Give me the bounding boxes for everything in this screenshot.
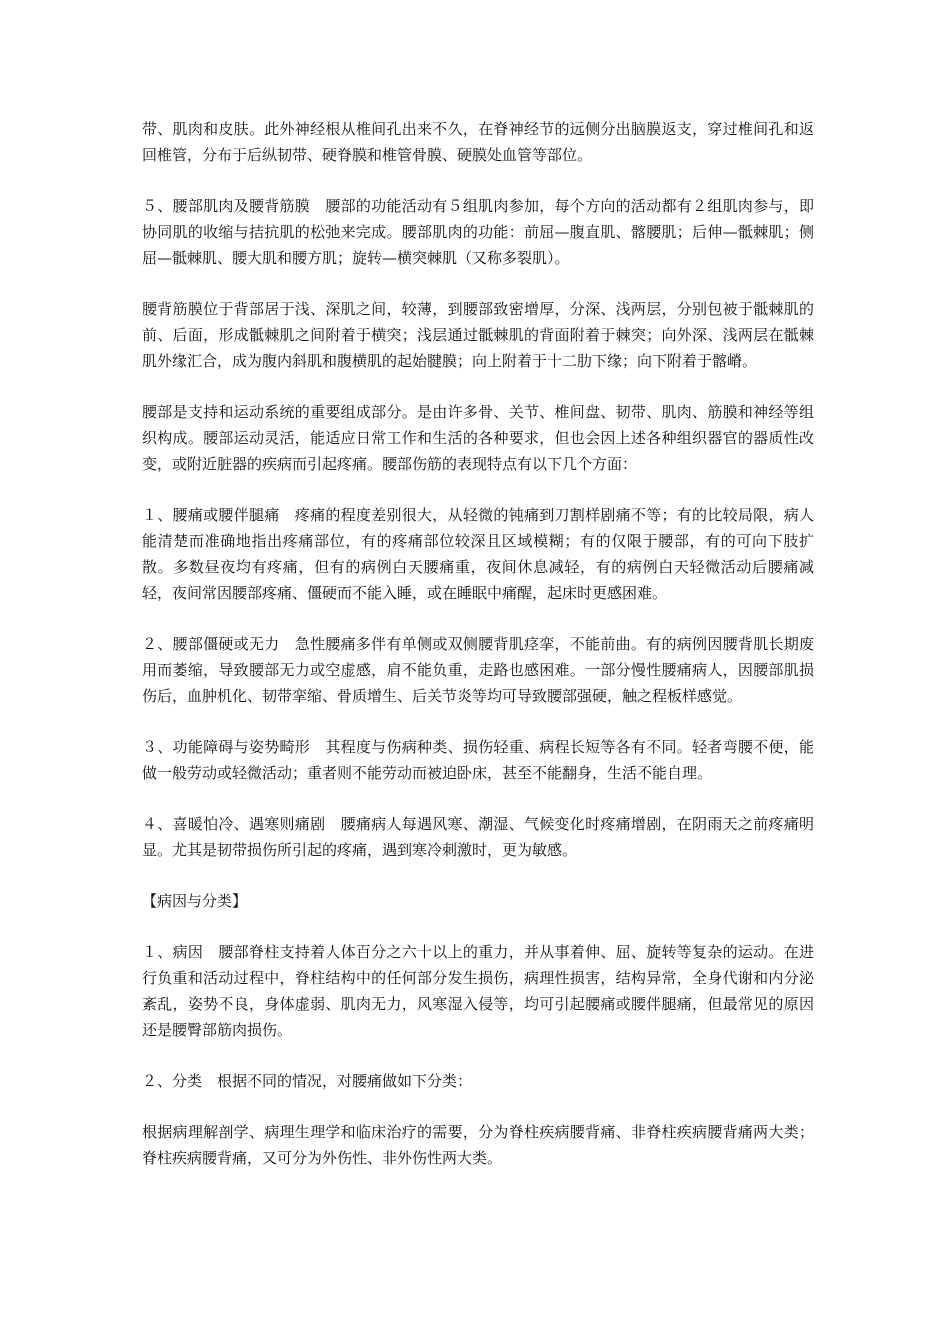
paragraph-symptom-cold: ４、喜暖怕冷、遇寒则痛剧 腰痛病人每遇风寒、潮湿、气候变化时疼痛增剧，在阴雨天之前疼痛明显。尤其是韧带损伤所引起的疼痛，遇到寒冷刺激时，更为敏感。 [142, 815, 814, 859]
paragraph-nerve-root: 带、肌肉和皮肤。此外神经根从椎间孔出来不久，在脊神经节的远侧分出脑膜返支，穿过椎间孔和返回椎管，分布于后纵韧带、硬脊膜和椎管骨膜、硬膜处血管等部位。 [142, 120, 814, 164]
paragraph-lumbar-overview: 腰部是支持和运动系统的重要组成部分。是由许多骨、关节、椎间盘、韧带、肌肉、筋膜和神经等组织构成。腰部运动灵活，能适应日常工作和生活的各种要求，但也会因上述各种组织器官的器质性改变，或附近脏器的疾病而引起疼痛。腰部伤筋的表现特点有以下几个方面： [142, 403, 814, 473]
paragraph-symptom-pain: １、腰痛或腰伴腿痛 疼痛的程度差别很大，从轻微的钝痛到刀割样剧痛不等；有的比较局限，病人能清楚而准确地指出疼痛部位，有的疼痛部位较深且区域模糊；有的仅限于腰部，有的可向下肢扩散。多数昼夜均有疼痛，但有的病例白天腰痛重，夜间休息减轻，有的病例白天轻微活动后腰痛减轻，夜间常因腰部疼痛、僵硬而不能入睡，或在睡眠中痛醒，起床时更感困难。 [142, 506, 814, 602]
paragraph-lumbar-muscles: ５、腰部肌肉及腰背筋膜 腰部的功能活动有５组肌肉参加，每个方向的活动都有２组肌肉参与，即协同肌的收缩与拮抗肌的松弛来完成。腰部肌肉的功能：前屈—腹直肌、髂腰肌；后伸—骶棘肌；侧屈—骶棘肌、腰大肌和腰方肌；旋转—横突棘肌（又称多裂肌）。 [142, 197, 814, 267]
paragraph-lumbodorsal-fascia: 腰背筋膜位于背部居于浅、深肌之间，较薄，到腰部致密增厚，分深、浅两层，分别包被于骶棘肌的前、后面，形成骶棘肌之间附着于横突；浅层通过骶棘肌的背面附着于棘突；向外深、浅两层在骶棘肌外缘汇合，成为腹内斜肌和腹横肌的起始腱膜；向上附着于十二肋下缘；向下附着于髂嵴。 [142, 300, 814, 370]
section-heading: 【病因与分类】 [142, 892, 248, 910]
paragraph-symptom-dysfunction: ３、功能障碍与姿势畸形 其程度与伤病种类、损伤轻重、病程长短等各有不同。轻者弯腰不便，能做一般劳动或轻微活动；重者则不能劳动而被迫卧床，甚至不能翻身，生活不能自理。 [142, 738, 814, 782]
document-page [142, 116, 814, 1196]
paragraph-etiology: １、病因 腰部脊柱支持着人体百分之六十以上的重力，并从事着伸、屈、旋转等复杂的运动。在进行负重和活动过程中，脊柱结构中的任何部分发生损伤，病理性损害，结构异常，全身代谢和内分泌紊乱，姿势不良，身体虚弱、肌肉无力，风寒湿入侵等，均可引起腰痛或腰伴腿痛，但最常见的原因还是腰臀部筋肉损伤。 [142, 943, 814, 1039]
paragraph-symptom-stiffness: ２、腰部僵硬或无力 急性腰痛多伴有单侧或双侧腰背肌痉挛，不能前曲。有的病例因腰背肌长期废用而萎缩，导致腰部无力或空虚感，肩不能负重，走路也感困难。一部分慢性腰痛病人，因腰部肌损伤后，血肿机化、韧带挛缩、骨质增生、后关节炎等均可导致腰部强硬，触之程板样感觉。 [142, 635, 814, 705]
paragraph-classification: ２、分类 根据不同的情况，对腰痛做如下分类： [142, 1072, 473, 1090]
paragraph-classification-detail: 根据病理解剖学、病理生理学和临床治疗的需要，分为脊柱疾病腰背痛、非脊柱疾病腰背痛两大类；脊柱疾病腰背痛，又可分为外伤性、非外伤性两大类。 [142, 1123, 814, 1167]
